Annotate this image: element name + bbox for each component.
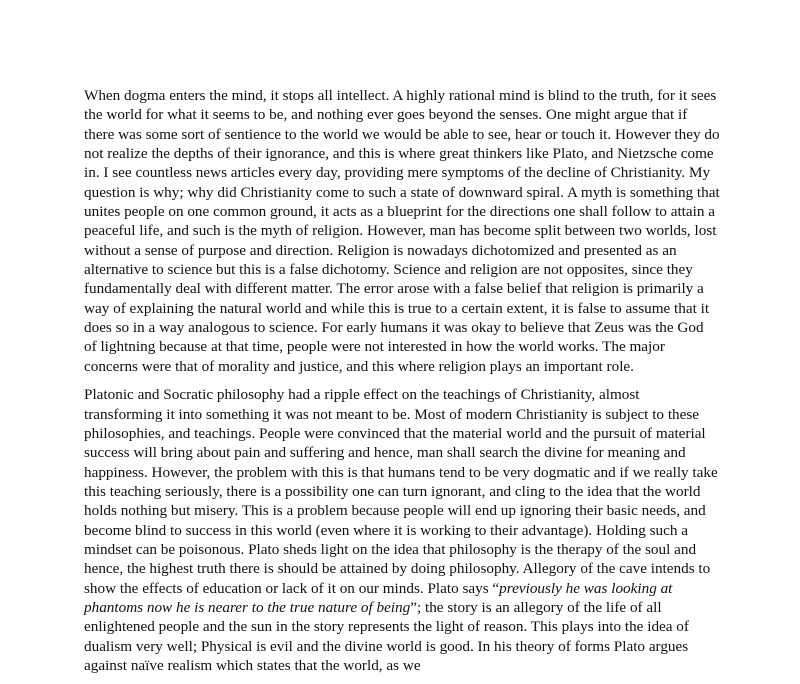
paragraph-2-text-after-quote: ”; the story is an allegory of the life of all enlightened people and the sun in the story represents the light of reason. This plays into the idea of dualism very well; Physical is evil and the divine world is good. In his theory of forms Plato argues against naïve realism which states that the world, as we [84,598,689,674]
document-page [84,86,720,684]
plato-quote: previously he was looking at phantoms now he is nearer to the true nature of being [84,579,673,616]
paragraph-2-text-before-quote: Platonic and Socratic philosophy had a ripple effect on the teachings of Christianity, almost transforming it into something it was not meant to be. Most of modern Christianity is subject to these philosophies, and teachings. People were convinced that the material world and the pursuit of material success will bring about pain and suffering and hence, man shall search the divine for meaning and happiness. However, the problem with this is that humans tend to be very dogmatic and if we really take this teaching seriously, there is a possibility one can turn ignorant, and cling to the idea that the world holds nothing but misery. This is a problem because people will end up ignoring their basic needs, and become blind to success in this world (even where it is working to their advantage). Holding such a mindset can be poisonous. Plato sheds light on the idea that philosophy is the therapy of the soul and hence, the highest truth there is should be attained by doing philosophy. Allegory of the cave intends to show the effects of education or lack of it on our minds. Plato says “ [84,386,718,597]
paragraph-1: When dogma enters the mind, it stops all intellect. A highly rational mind is blind to the truth, for it sees the world for what it seems to be, and nothing ever goes beyond the senses. One might argue that if there was some sort of sentience to the world we would be able to see, hear or touch it. However they do not realize the depths of their ignorance, and this is where great thinkers like Plato, and Nietzsche come in. I see countless news articles every day, providing mere symptoms of the decline of Christianity. My question is why; why did Christianity come to such a state of downward spiral. A myth is something that unites people on one common ground, it acts as a blueprint for the directions one shall follow to attain a peaceful life, and such is the myth of religion. However, man has become split between two worlds, lost without a sense of purpose and direction. Religion is nowadays dichotomized and presented as an alternative to science but this is a false dichotomy. Science and religion are not opposites, since they fundamentally deal with different matter. The error arose with a false belief that religion is primarily a way of explaining the natural world and while this is true to a certain extent, it is false to assume that it does so in a way analogous to science. For early humans it was okay to believe that Zeus was the God of lightning because at that time, people were not interested in how the world works. The major concerns were that of morality and justice, and this where religion plays an important role. [84,87,720,375]
paragraph-2 [84,385,720,675]
